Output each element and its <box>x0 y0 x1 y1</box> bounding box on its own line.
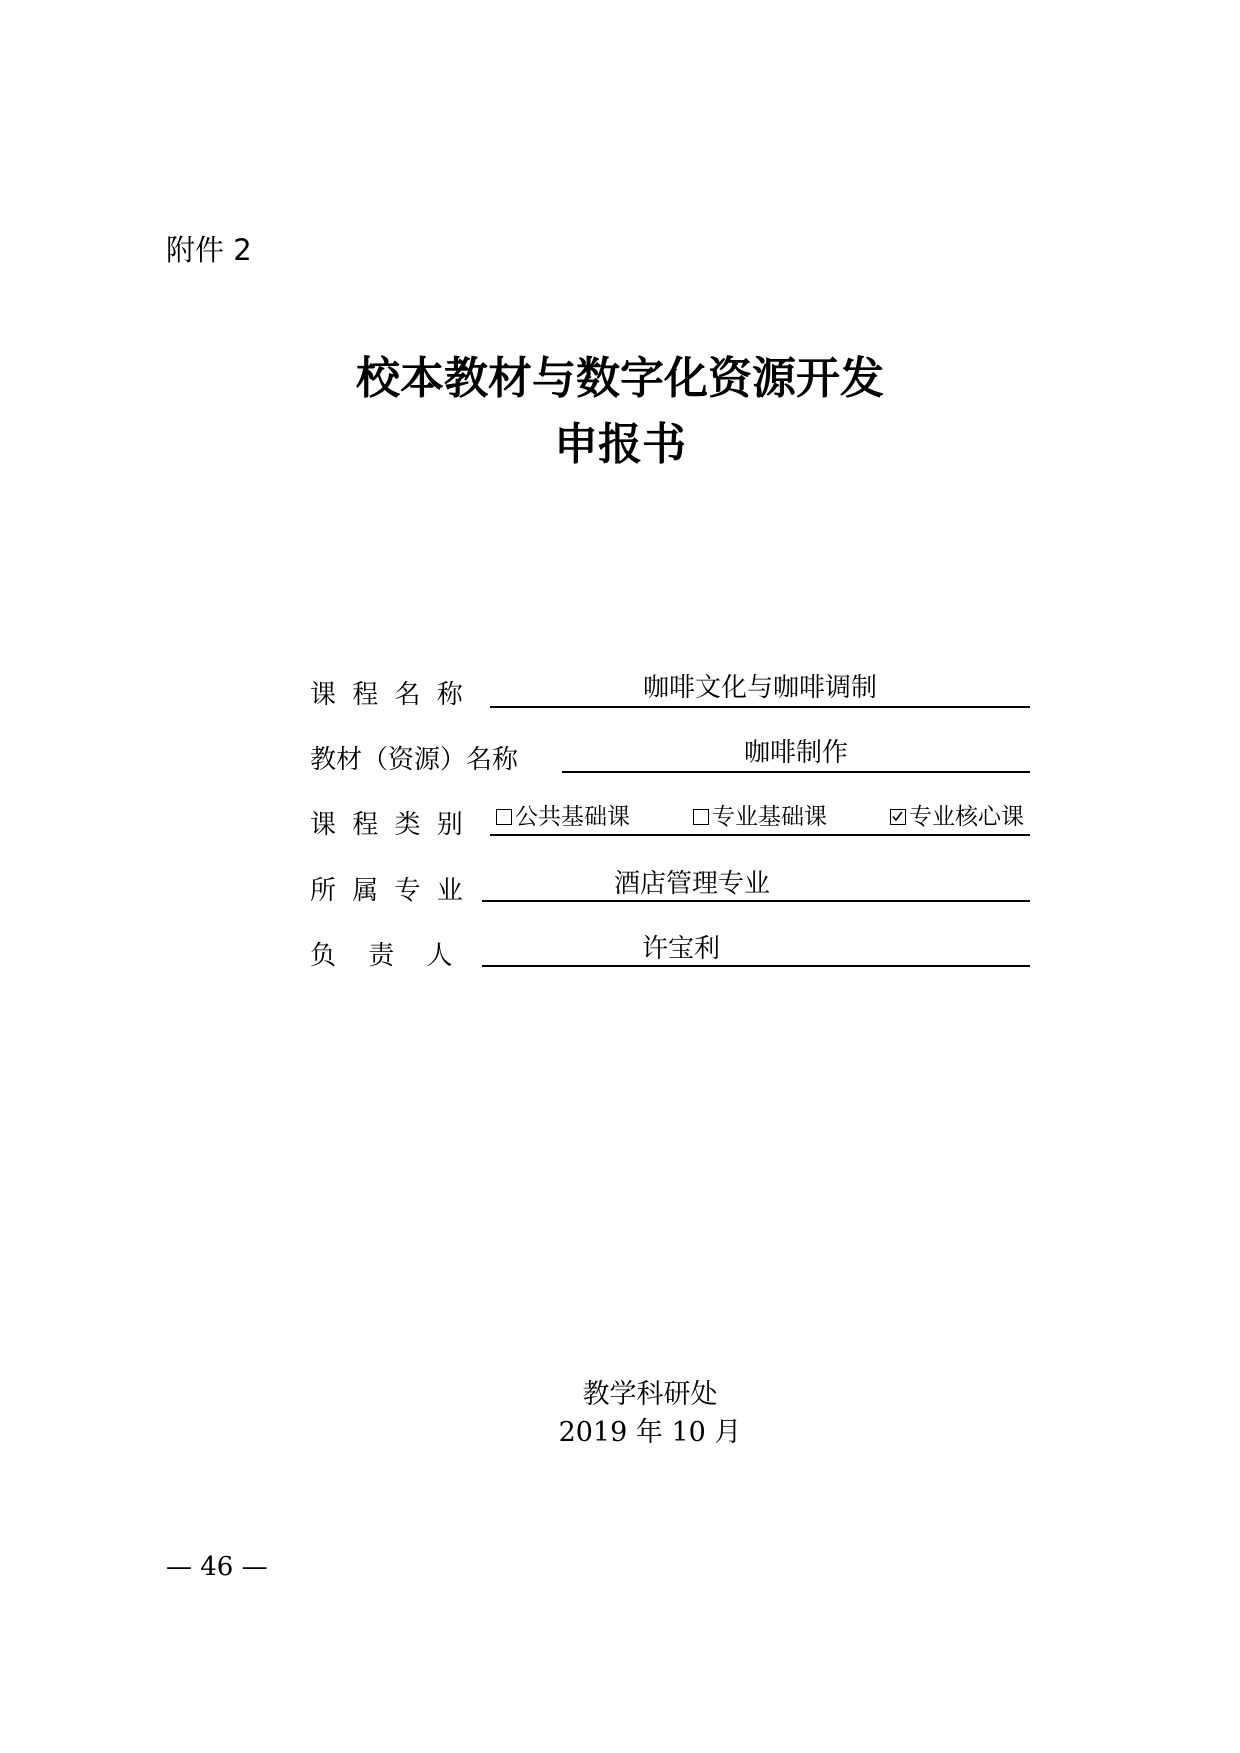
major-row <box>310 866 1030 906</box>
course-name-label: 课 程 名 称 <box>310 680 467 710</box>
course-category-options <box>490 800 1030 836</box>
option-professional-basic[interactable] <box>693 800 827 834</box>
option-professional-basic-label: 专业基础课 <box>712 804 827 830</box>
option-professional-core-label: 专业核心课 <box>909 804 1024 830</box>
major-label: 所 属 专 业 <box>310 876 467 906</box>
material-name-field[interactable]: 咖啡制作 <box>562 735 1030 773</box>
option-public-basic[interactable] <box>496 800 630 834</box>
page-number: — 46 — <box>166 1552 268 1582</box>
leader-label: 负 责 人 <box>310 941 465 971</box>
material-name-label: 教材（资源）名称 <box>310 745 519 775</box>
document-subtitle: 申报书 <box>554 419 686 470</box>
document-title: 校本教材与数字化资源开发 <box>356 353 884 404</box>
option-professional-core[interactable] <box>890 800 1024 834</box>
issue-date: 2019 年 10 月 <box>558 1417 742 1448</box>
leader-row <box>310 931 1030 971</box>
option-public-basic-label: 公共基础课 <box>515 804 630 830</box>
course-category-row <box>310 800 1030 840</box>
leader-field[interactable]: 许宝利 <box>482 931 1030 967</box>
checkbox-icon[interactable] <box>693 809 709 825</box>
material-name-row <box>310 735 1030 775</box>
department-name: 教学科研处 <box>582 1379 718 1410</box>
attachment-label: 附件 2 <box>166 233 252 267</box>
checked-checkbox-icon[interactable] <box>890 809 906 825</box>
course-category-label: 课 程 类 别 <box>310 810 467 840</box>
course-name-field[interactable]: 咖啡文化与咖啡调制 <box>490 670 1030 708</box>
major-field[interactable]: 酒店管理专业 <box>482 866 1030 902</box>
course-name-row <box>310 670 1030 710</box>
checkbox-icon[interactable] <box>496 809 512 825</box>
